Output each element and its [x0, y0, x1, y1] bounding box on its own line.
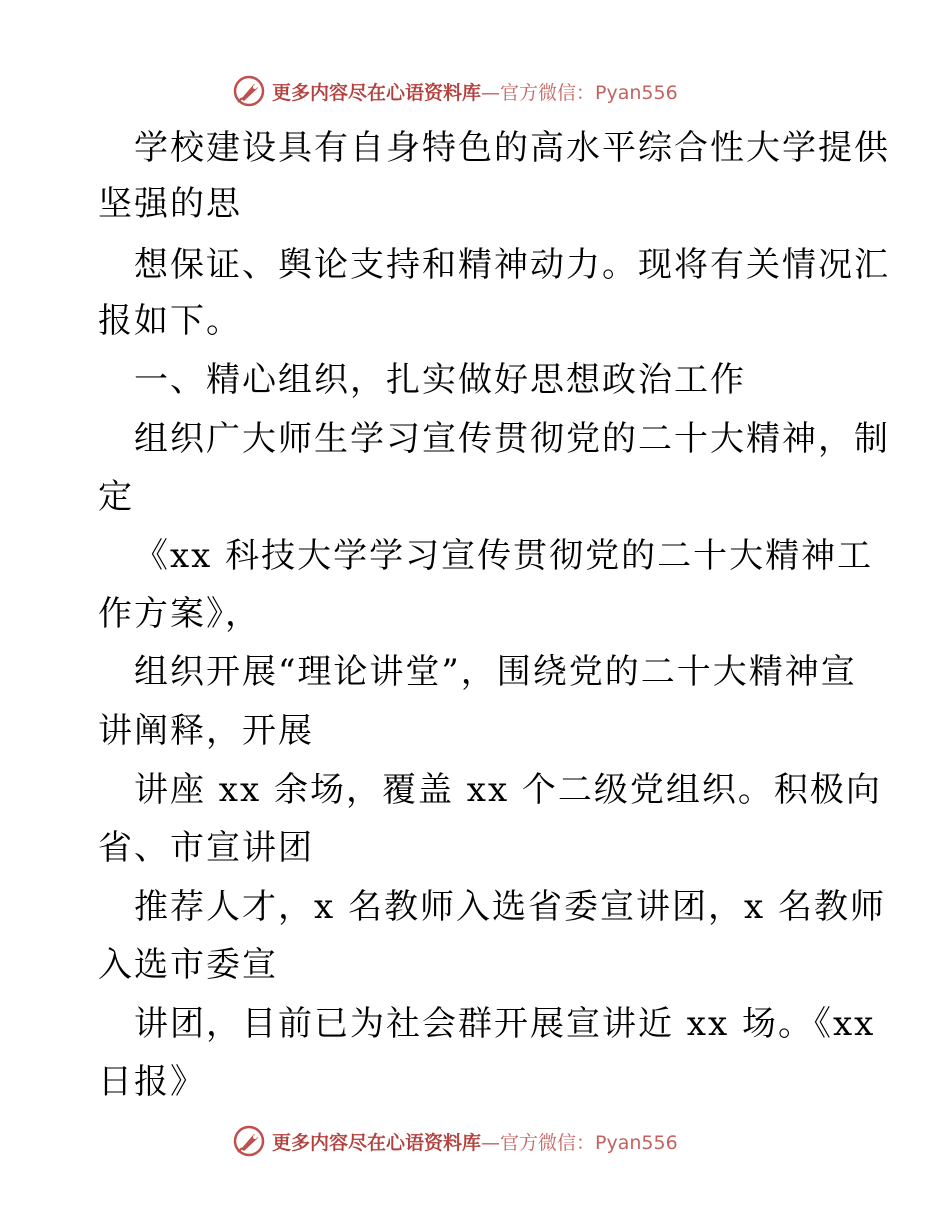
footer-banner: [232, 1121, 678, 1161]
body-line: 讲阐释，开展: [98, 711, 314, 751]
header-wechat-text: 官方微信：Pyan556: [500, 81, 678, 104]
body-line: 讲团，目前已为社会群开展宣讲近 xx 场。《xx: [134, 1004, 876, 1044]
header-separator: —: [481, 81, 501, 104]
footer-banner-text: [272, 1128, 678, 1155]
body-line: 组织广大师生学习宣传贯彻党的二十大精神，制: [134, 419, 890, 459]
body-line: 日报》: [98, 1062, 206, 1102]
body-line: 学校建设具有自身特色的高水平综合性大学提供: [134, 128, 890, 168]
body-line: 组织开展“理论讲堂”，围绕党的二十大精神宣: [134, 652, 857, 692]
body-line: 报如下。: [98, 301, 242, 341]
body-line: 定: [98, 477, 134, 517]
body-line: 讲座 xx 余场，覆盖 xx 个二级党组织。积极向: [134, 770, 882, 810]
body-line: 想保证、舆论支持和精神动力。现将有关情况汇: [134, 245, 890, 285]
pen-nib-logo-icon: [232, 1124, 266, 1158]
body-line: 推荐人才，x 名教师入选省委宣讲团，x 名教师: [134, 887, 886, 927]
body-line: 作方案》，: [98, 594, 261, 634]
footer-wechat-text: 官方微信：Pyan556: [500, 1131, 678, 1154]
body-line: 《xx 科技大学学习宣传贯彻党的二十大精神工: [134, 536, 874, 576]
section-heading: 一、精心组织，扎实做好思想政治工作: [134, 360, 746, 400]
footer-separator: —: [481, 1131, 501, 1154]
header-brand-text: 更多内容尽在心语资料库: [272, 81, 482, 104]
body-line: 入选市委宣: [98, 945, 278, 985]
body-line: 坚强的思: [98, 184, 242, 224]
footer-brand-text: 更多内容尽在心语资料库: [272, 1131, 482, 1154]
body-line: 省、市宣讲团: [98, 828, 314, 868]
